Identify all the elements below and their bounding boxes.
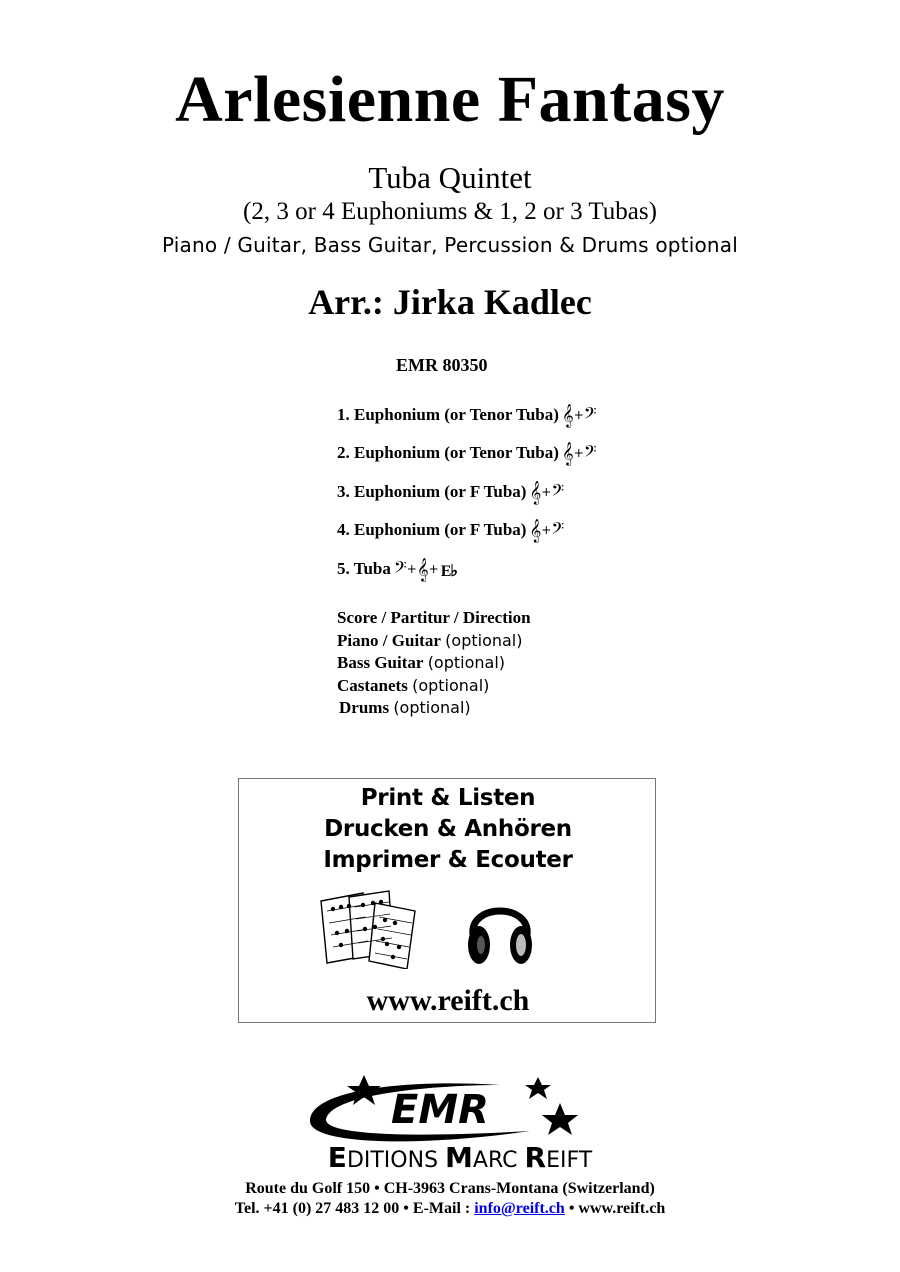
clef-group: 𝄞+𝄢 <box>529 518 564 542</box>
extra-drums <box>339 698 471 718</box>
publisher-address: Route du Golf 150 • CH-3963 Crans-Montana (Switzerland) <box>245 1180 655 1197</box>
promo-line-en: Print & Listen <box>360 785 536 811</box>
extra-note: (optional) <box>427 653 506 672</box>
clef-group: 𝄞+𝄢 <box>561 403 596 427</box>
extra-label: Bass Guitar <box>337 653 424 672</box>
bass-clef-icon: 𝄢 <box>551 480 564 504</box>
publisher-name: EDITIONS MARC REIFT <box>327 1141 593 1170</box>
part-5 <box>337 557 457 581</box>
part-label: 3. Euphonium (or F Tuba) <box>337 482 527 501</box>
promo-url[interactable]: www.reift.ch <box>366 984 530 1017</box>
extra-note: (optional) <box>393 698 471 717</box>
extra-label: Castanets <box>337 676 408 695</box>
part-3 <box>337 480 563 504</box>
extra-label: Score / Partitur / Direction <box>337 608 531 627</box>
part-4 <box>337 518 563 542</box>
subtitle: Tuba Quintet <box>368 160 532 195</box>
part-label: 5. Tuba <box>337 559 391 578</box>
extra-label: Drums <box>339 698 390 717</box>
extra-note: (optional) <box>412 676 490 695</box>
part-label: 2. Euphonium (or Tenor Tuba) <box>337 443 559 462</box>
promo-line-fr: Imprimer & Ecouter <box>323 847 573 873</box>
optional-instruments: Piano / Guitar, Bass Guitar, Percussion & Drums optional <box>161 233 739 257</box>
treble-clef-icon: 𝄞 <box>561 403 573 427</box>
email-link[interactable]: info@reift.ch <box>474 1200 565 1217</box>
treble-clef-icon: 𝄞 <box>529 518 541 542</box>
instrumentation: (2, 3 or 4 Euphoniums & 1, 2 or 3 Tubas) <box>243 198 657 225</box>
part-label: 1. Euphonium (or Tenor Tuba) <box>337 405 559 424</box>
publisher-contact <box>0 1200 900 1218</box>
clef-group: 𝄞+𝄢 <box>529 480 564 504</box>
bass-clef-icon: 𝄢 <box>551 518 564 542</box>
treble-clef-icon: 𝄞 <box>529 480 541 504</box>
part-label: 4. Euphonium (or F Tuba) <box>337 520 527 539</box>
promo-line-de: Drucken & Anhören <box>324 816 572 842</box>
extra-castanets <box>337 676 489 696</box>
extra-note: (optional) <box>445 631 523 650</box>
bass-clef-icon: 𝄢 <box>583 403 596 427</box>
extra-piano-guitar <box>337 631 522 651</box>
clef-group: 𝄞+𝄢 <box>561 441 596 465</box>
extra-label: Piano / Guitar <box>337 631 441 650</box>
treble-clef-icon: 𝄞 <box>416 557 428 581</box>
part-1 <box>337 403 596 427</box>
contact-web: • www.reift.ch <box>564 1200 666 1217</box>
emr-logo <box>240 1075 680 1170</box>
clef-group: 𝄢+𝄞+ E♭ <box>393 557 457 581</box>
bass-clef-icon: 𝄢 <box>583 441 596 465</box>
e-flat-label: E♭ <box>440 563 457 580</box>
headphones-icon <box>463 889 537 969</box>
sheet-music-icon <box>313 887 423 969</box>
treble-clef-icon: 𝄞 <box>561 441 573 465</box>
page-title: Arlesienne Fantasy <box>175 63 725 136</box>
bass-clef-icon: 𝄢 <box>393 557 406 581</box>
extra-bass-guitar <box>337 653 505 673</box>
logo-text: EMR <box>391 1087 489 1133</box>
print-listen-box <box>238 778 656 1023</box>
catalog-number: EMR 80350 <box>396 355 488 375</box>
part-2 <box>337 441 596 465</box>
contact-tel: Tel. +41 (0) 27 483 12 00 • E-Mail : <box>234 1200 475 1217</box>
extra-score <box>337 608 531 628</box>
arranger: Arr.: Jirka Kadlec <box>308 282 592 322</box>
